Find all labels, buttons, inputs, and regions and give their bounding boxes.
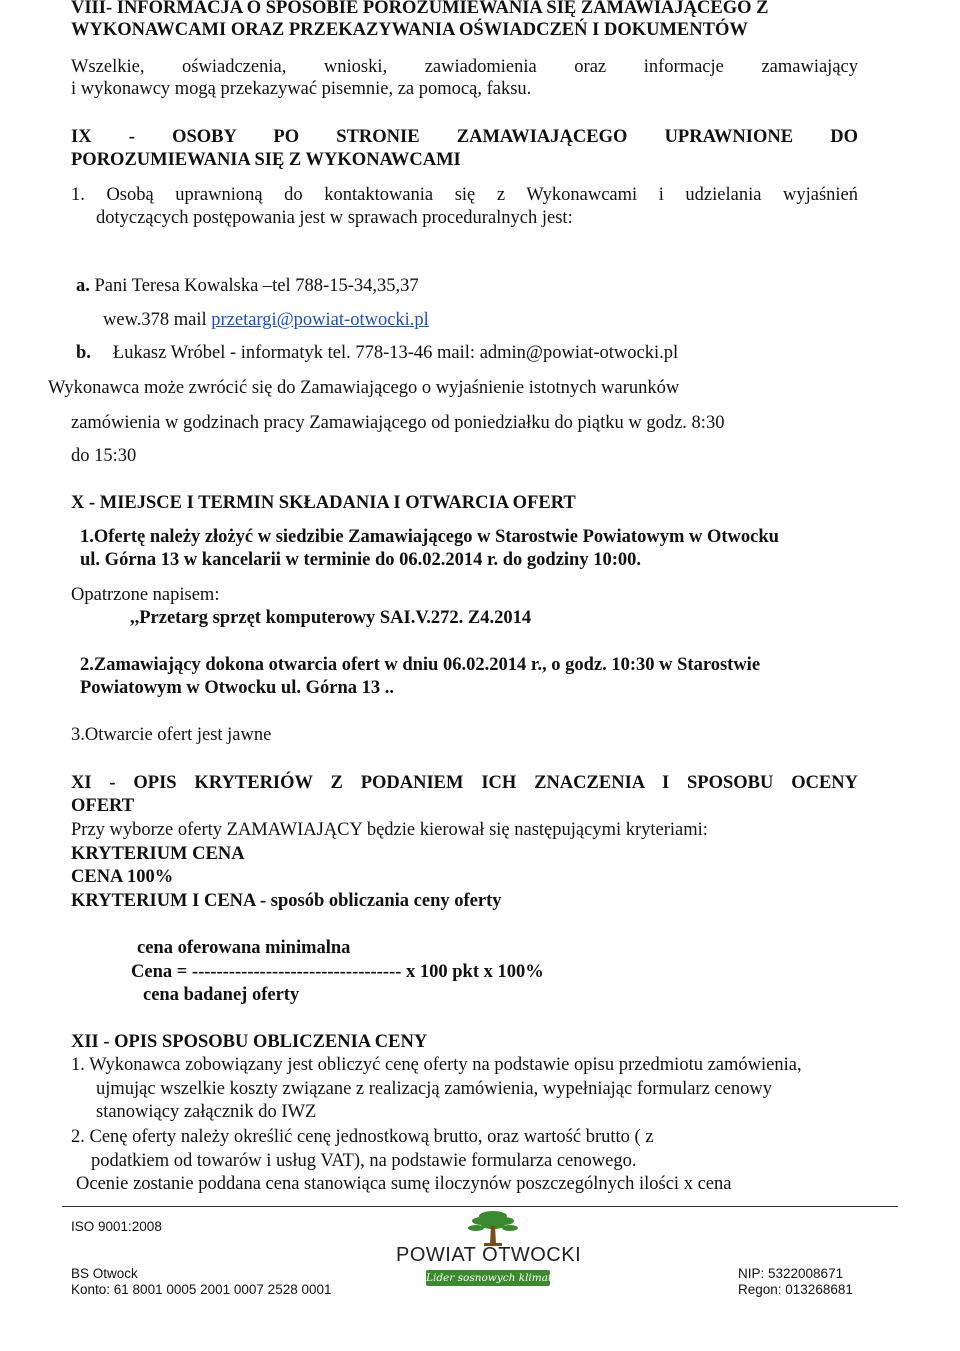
section11-intro: Przy wyborze oferty ZAMAWIAJĄCY będzie kierował się następującymi kryteriami: <box>71 820 708 840</box>
section8-body-line2: i wykonawcy mogą przekazywać pisemnie, za pomocą, faksu. <box>71 79 532 99</box>
section8-heading-line1: VIII- INFORMACJA O SPOSOBIE POROZUMIEWANIA SIĘ ZAMAWIAJĄCEGO Z <box>71 0 769 18</box>
section9-heading-line2: POROZUMIEWANIA SIĘ Z WYKONAWCAMI <box>71 150 461 170</box>
contact-b <box>76 342 678 364</box>
section11-heading-line1: XI - OPIS KRYTERIÓW Z PODANIEM ICH ZNACZENIA I SPOSOBU OCENY <box>71 773 858 793</box>
section12-p1-line3: stanowiący załącznik do IWZ <box>96 1102 317 1122</box>
section12-p2-line2: podatkiem od towarów i usług VAT), na podstawie formularza cenowego. <box>91 1151 637 1171</box>
hours-line2: zamówienia w godzinach pracy Zamawiającego od poniedziałku do piątku w godz. 8:30 <box>71 413 725 433</box>
section10-point2-line1: 2.Zamawiający dokona otwarcia ofert w dniu 06.02.2014 r., o godz. 10:30 w Starostwie <box>80 655 761 675</box>
section8-heading-line2: WYKONAWCAMI ORAZ PRZEKAZYWANIA OŚWIADCZEŃ I DOKUMENTÓW <box>71 20 748 40</box>
section12-p1-line2: ujmując wszelkie koszty związane z realizacją zamówienia, wypełniając formularz cenowy <box>96 1079 772 1099</box>
footer-nip: NIP: 5322008671 <box>738 1266 844 1281</box>
section11-weight: CENA 100% <box>71 867 174 887</box>
section12-heading: XII - OPIS SPOSOBU OBLICZENIA CENY <box>71 1032 428 1052</box>
contact-b-line: Łukasz Wróbel - informatyk tel. 778-13-46 mail: admin@powiat-otwocki.pl <box>112 343 679 363</box>
hours-line3: do 15:30 <box>71 446 137 466</box>
footer-account: Konto: 61 8001 0005 2001 0007 2528 0001 <box>71 1282 332 1297</box>
section10-point3: 3.Otwarcie ofert jest jawne <box>71 725 272 745</box>
section10-label-text: ,,Przetarg sprzęt komputerowy SAI.V.272. Z4.2014 <box>130 608 532 628</box>
formula-main: Cena = ---------------------------------- x 100 pkt x 100% <box>131 962 544 982</box>
section10-point1-line2: ul. Górna 13 w kancelarii w terminie do 06.02.2014 r. do godziny 10:00. <box>80 550 641 570</box>
contact-b-marker: b. <box>76 343 91 363</box>
section10-point1-line1: 1.Ofertę należy złożyć w siedzibie Zamawiającego w Starostwie Powiatowym w Otwocku <box>80 527 779 547</box>
formula-numerator: cena oferowana minimalna <box>137 938 351 958</box>
section12-p3: Ocenie zostanie poddana cena stanowiąca sumę iloczynów poszczególnych ilości x cena <box>76 1174 732 1194</box>
section8-body-line1: Wszelkie, oświadczenia, wnioski, zawiadomienia oraz informacje zamawiający <box>71 57 858 77</box>
formula-denominator: cena badanej oferty <box>143 985 300 1005</box>
logo-text: POWIAT OTWOCKI <box>396 1244 582 1266</box>
section11-heading-line2: OFERT <box>71 796 135 816</box>
hours-line1: Wykonawca może zwrócić się do Zamawiającego o wyjaśnienie istotnych warunków <box>48 378 680 398</box>
footer-bank: BS Otwock <box>71 1266 138 1281</box>
section12-p1-line1: 1. Wykonawca zobowiązany jest obliczyć cenę oferty na podstawie opisu przedmiotu zamówienia, <box>71 1055 802 1075</box>
section9-heading-line1: IX - OSOBY PO STRONIE ZAMAWIAJĄCEGO UPRAWNIONE DO <box>71 127 858 147</box>
section9-point1-line2: dotyczących postępowania jest w sprawach proceduralnych jest: <box>96 208 573 228</box>
contact-a-marker: a. <box>76 276 90 296</box>
section10-label-line: Opatrzone napisem: <box>71 585 220 605</box>
section10-heading: X - MIEJSCE I TERMIN SKŁADANIA I OTWARCIA OFERT <box>71 493 576 513</box>
footer-iso: ISO 9001:2008 <box>71 1219 162 1234</box>
contact-a-email-link[interactable]: przetargi@powiat-otwocki.pl <box>211 310 429 330</box>
section11-criterion: KRYTERIUM CENA <box>71 844 245 864</box>
footer-divider <box>62 1206 898 1207</box>
contact-a-mail-prefix: wew.378 mail <box>103 310 212 330</box>
footer-regon: Regon: 013268681 <box>738 1282 853 1297</box>
section12-p2-line1: 2. Cenę oferty należy określić cenę jednostkową brutto, oraz wartość brutto ( z <box>71 1127 654 1147</box>
pine-tree-icon <box>396 1208 590 1248</box>
contact-a-mail <box>103 309 429 331</box>
section11-method: KRYTERIUM I CENA - sposób obliczania ceny oferty <box>71 891 502 911</box>
powiat-otwocki-logo <box>396 1208 590 1284</box>
logo-tagline: Lider sosnowych klimatów <box>426 1272 568 1284</box>
section9-point1-line1: 1. Osobą uprawnioną do kontaktowania się z Wykonawcami i udzielania wyjaśnień <box>71 185 858 205</box>
section10-point2-line2: Powiatowym w Otwocku ul. Górna 13 .. <box>80 678 394 698</box>
contact-a <box>76 275 419 297</box>
contact-a-line1: Pani Teresa Kowalska –tel 788-15-34,35,37 <box>89 276 419 296</box>
